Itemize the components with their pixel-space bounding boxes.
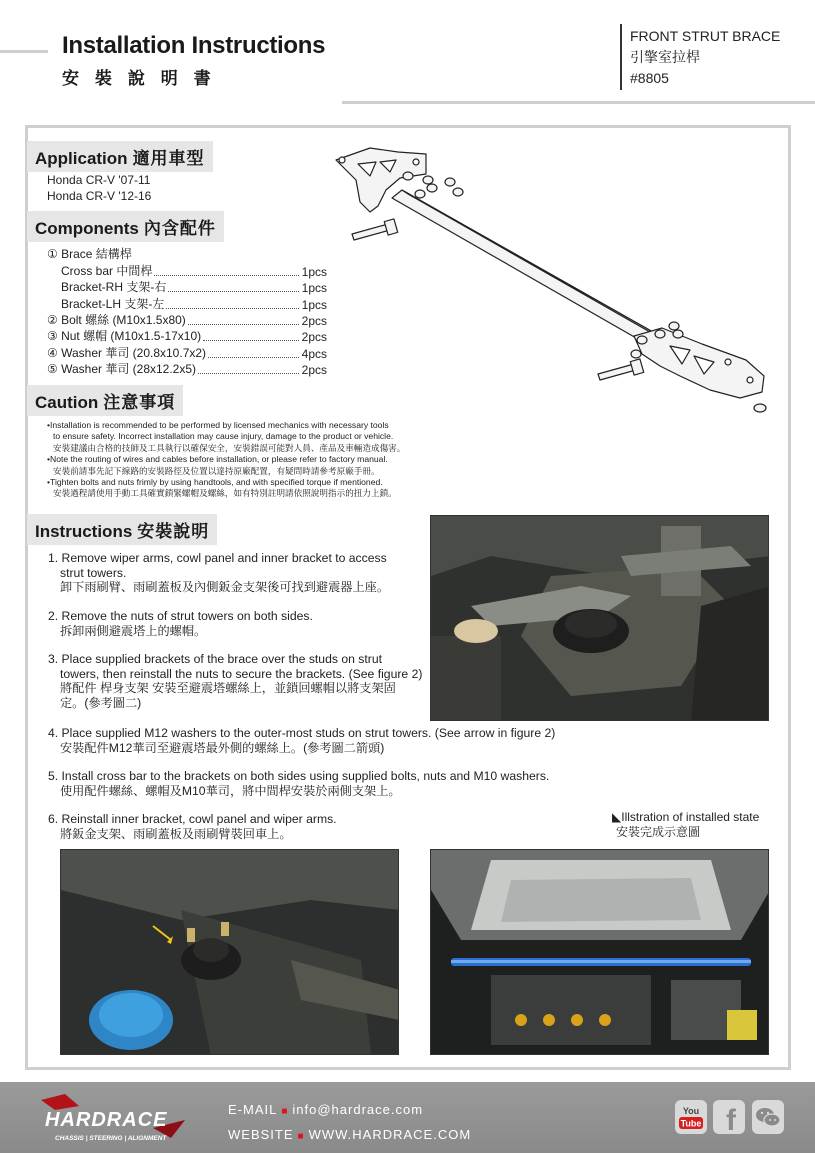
- footer: [0, 1082, 815, 1153]
- component-list: [47, 246, 327, 377]
- component-row: Bracket-RH 支架-右 1pcs: [61, 280, 327, 296]
- caution-line: to ensure safety. Incorrect installation may cause injury, damage to the product or vehicle.: [53, 431, 394, 442]
- component-row: Cross bar 中間桿 1pcs: [61, 263, 327, 279]
- bullet-square: ■: [297, 1131, 305, 1142]
- logo-brand-text: HARDRACE: [45, 1109, 168, 1131]
- section-heading-application: Application 適用車型: [27, 141, 213, 172]
- contact-info: [228, 1098, 471, 1148]
- component-row: ⑤ Washer 華司 (28x12.2x5) 2pcs: [47, 362, 327, 378]
- caution-line: •Note the routing of wires and cables before installation, or please refer to factory manual.: [47, 454, 388, 465]
- facebook-icon[interactable]: [713, 1100, 745, 1134]
- header-divider: [620, 24, 622, 90]
- section-heading-instructions: Instructions 安裝說明: [27, 514, 217, 545]
- vehicle-item: Honda CR-V '12-16: [47, 189, 152, 203]
- instruction-step-5: 5. Install cross bar to the brackets on both sides using supplied bolts, nuts and M10 washers. 使用配件螺絲、螺帽及M10華司，將中間桿安裝於兩側支架上。: [48, 769, 550, 798]
- component-row: Bracket-LH 支架-左 1pcs: [61, 296, 327, 312]
- instruction-step-3: 3. Place supplied brackets of the brace over the studs on strut towers, then reinstall the nuts to secure the brackets. (See figure 2) 將配件 桿身支架 安裝至避震塔螺絲上，並鎖回螺帽以將支架固 定。(參考圖二): [48, 652, 423, 710]
- component-row: ③ Nut 螺帽 (M10x1.5-17x10) 2pcs: [47, 329, 327, 345]
- vehicle-list: [47, 172, 151, 204]
- header-rule-right: [342, 101, 815, 104]
- instruction-step-1: 1. Remove wiper arms, cowl panel and inner bracket to access strut towers. 卸下雨刷臂、雨刷蓋板及內側鈑金支架後可找到避震器上座。: [48, 551, 390, 594]
- product-name: FRONT STRUT BRACE: [630, 28, 781, 44]
- section-heading-caution: Caution 注意事項: [27, 385, 183, 416]
- page-title: Installation Instructions: [62, 32, 326, 59]
- vehicle-item: Honda CR-V '07-11: [47, 173, 151, 187]
- caution-line: 安裝前請事先記下線路的安裝路徑及位置以達持原廠配置，有疑問時請參考原廠手冊。: [53, 465, 380, 476]
- hardrace-logo: [35, 1090, 195, 1146]
- caution-line: 安裝過程請使用手動工具確實鎖緊螺帽及螺絲，如有特別註明請依照說明指示的扭力上鎖。: [53, 488, 397, 499]
- figure-3-installed-state-photo: [430, 849, 769, 1055]
- caution-text: [47, 420, 457, 500]
- illustration-caption-en: ◣Illstration of installed state: [612, 810, 760, 824]
- component-row: ① Brace 結構桿: [47, 247, 132, 262]
- logo-tagline: CHASSIS | STEERING | ALIGNMENT: [55, 1135, 167, 1142]
- instruction-step-2: 2. Remove the nuts of strut towers on both sides. 拆卸兩側避震塔上的螺帽。: [48, 609, 313, 638]
- svg-text:Tube: Tube: [680, 1118, 702, 1129]
- part-number: #8805: [630, 70, 669, 86]
- svg-text:f: f: [726, 1104, 736, 1134]
- figure-1-strut-tower-photo: [430, 515, 769, 721]
- section-heading-components: Components 內含配件: [27, 211, 224, 242]
- email-label: E-MAIL: [228, 1102, 278, 1117]
- email-link[interactable]: info@hardrace.com: [292, 1102, 424, 1117]
- illustration-caption: [612, 810, 759, 840]
- caution-line: 安裝建議由合格的技師及工具執行以確保安全，安裝錯誤可能對人員、產品及車輛造成傷害。: [53, 442, 406, 453]
- caution-line: •Tighten bolts and nuts frimly by using handtools, and with specified torque if mentioned.: [47, 477, 383, 488]
- component-row: ② Bolt 螺絲 (M10x1.5x80) 2pcs: [47, 312, 327, 328]
- header-rule-left: [0, 50, 48, 53]
- component-row: ④ Washer 華司 (20.8x10.7x2) 4pcs: [47, 345, 327, 361]
- website-link[interactable]: WWW.HARDRACE.COM: [308, 1127, 472, 1142]
- instruction-step-6: 6. Reinstall inner bracket, cowl panel and wiper arms. 將鈑金支架、雨刷蓋板及雨刷臂裝回車上。: [48, 812, 337, 841]
- product-name-cn: 引擎室拉桿: [630, 49, 700, 65]
- youtube-icon[interactable]: [675, 1100, 707, 1134]
- illustration-caption-cn: 安裝完成示意圖: [616, 825, 701, 839]
- page-subtitle-cn: 安 裝 說 明 書: [62, 69, 216, 89]
- strut-brace-diagram: [330, 140, 780, 420]
- website-label: WEBSITE: [228, 1127, 294, 1142]
- svg-text:You: You: [682, 1106, 700, 1116]
- instruction-step-4: 4. Place supplied M12 washers to the outer-most studs on strut towers. (See arrow in figure 2) 安裝配件M12華司至避震塔最外側的螺絲上。(參考圖二箭頭): [48, 726, 556, 755]
- caution-line: •Installation is recommended to be performed by licensed mechanics with necessary tools: [47, 420, 389, 430]
- product-info: [630, 26, 780, 89]
- wechat-icon[interactable]: [752, 1100, 784, 1134]
- figure-2-bracket-installed-photo: [60, 849, 399, 1055]
- bullet-square: ■: [281, 1106, 289, 1117]
